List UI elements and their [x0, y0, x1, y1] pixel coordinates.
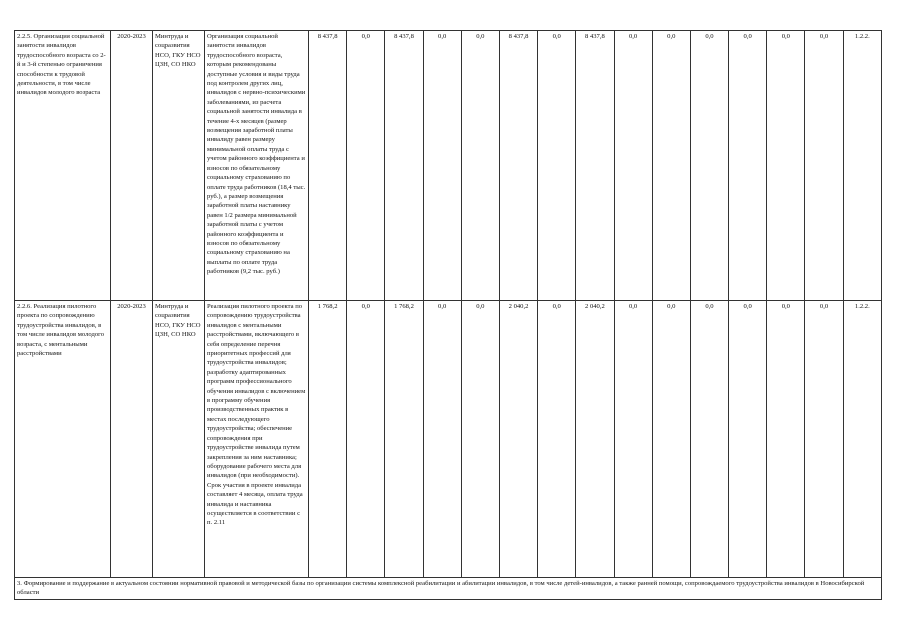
value-cell: 8 437,8 [309, 31, 347, 301]
period-cell: 2020-2023 [111, 31, 153, 301]
description-cell: Организация социальной занятости инвалидов трудоспособного возраста, которым рекомендованы доступные условия и виды труда под контролем других лиц, инвалидов с нервно-психическими заболеваниями, из расчета социальной занятости инвалида в течение 4-х месяцев (размер возмещения заработной платы инвалиду равен размеру минимальной оплаты труда с учетом районного коэффициента и взносов по обязательному социальному страхованию по оплате труда работников (18,4 тыс. руб.), а размер возмещения заработной платы наставнику равен 1/2 размера минимальной заработной платы с учетом районного коэффициента и взносов по обязательному социальному страхованию на выплаты по оплате труда работников (9,2 тыс. руб.) [205, 31, 309, 301]
measure-name: 2.2.6. Реализация пилотного проекта по сопровождению трудоустройства инвалидов, в том числе инвалидов молодого возраста, с ментальными расстройствами [15, 301, 111, 578]
program-table [14, 30, 882, 600]
value-cell: 0,0 [767, 31, 805, 301]
value-cell: 8 437,8 [576, 31, 614, 301]
value-cell: 2 040,2 [576, 301, 614, 578]
value-cell: 8 437,8 [499, 31, 537, 301]
value-cell: 0,0 [690, 301, 728, 578]
value-cell: 0,0 [767, 301, 805, 578]
value-cell: 1 768,2 [309, 301, 347, 578]
value-cell: 0,0 [805, 31, 843, 301]
value-cell: 0,0 [690, 31, 728, 301]
section-row [15, 578, 882, 600]
executor-cell: Минтруда и соцразвития НСО, ГКУ НСО ЦЗН, СО НКО [153, 301, 205, 578]
value-cell: 0,0 [461, 31, 499, 301]
value-cell: 0,0 [538, 31, 576, 301]
value-cell: 0,0 [729, 301, 767, 578]
value-cell: 0,0 [652, 31, 690, 301]
indicator-ref: 1.2.2. [843, 301, 881, 578]
value-cell: 0,0 [614, 301, 652, 578]
table-row [15, 301, 882, 578]
section-heading: 3. Формирование и поддержание в актуальном состоянии нормативной правовой и методической базы по организации системы комплексной реабилитации и абилитации инвалидов, в том числе детей-инвалидов, а также ранней помощи, сопровождаемого трудоустройства инвалидов в Новосибирской области [15, 578, 882, 600]
indicator-ref: 1.2.2. [843, 31, 881, 301]
value-cell: 0,0 [614, 31, 652, 301]
value-cell: 0,0 [347, 301, 385, 578]
value-cell: 0,0 [423, 31, 461, 301]
value-cell: 0,0 [652, 301, 690, 578]
value-cell: 0,0 [538, 301, 576, 578]
value-cell: 0,0 [805, 301, 843, 578]
executor-cell: Минтруда и соцразвития НСО, ГКУ НСО ЦЗН, СО НКО [153, 31, 205, 301]
description-cell: Реализация пилотного проекта по сопровождению трудоустройства инвалидов с ментальными расстройствами, включающего в себя определение перечня приоритетных профессий для трудоустройства инвалидов; разработку адаптированных программ профессионального обучения инвалидов с включением в программу обучения производственных практик в местах последующего трудоустройства; обеспечение сопровождения при трудоустройстве инвалида путем закрепления за ним наставника; оборудование рабочего места для инвалидов (при необходимости). Срок участия в проекте инвалида составляет 4 месяца, оплата труда инвалида и наставника осуществляется в соответствии с п. 2.11 [205, 301, 309, 578]
value-cell: 8 437,8 [385, 31, 423, 301]
value-cell: 0,0 [423, 301, 461, 578]
period-cell: 2020-2023 [111, 301, 153, 578]
value-cell: 2 040,2 [499, 301, 537, 578]
value-cell: 0,0 [461, 301, 499, 578]
measure-name: 2.2.5. Организация социальной занятости инвалидов трудоспособного возраста со 2-й и 3-й степенью ограничения способности к трудовой деятельности, в том числе инвалидов молодого возраста [15, 31, 111, 301]
table-row [15, 31, 882, 301]
value-cell: 0,0 [729, 31, 767, 301]
value-cell: 0,0 [347, 31, 385, 301]
value-cell: 1 768,2 [385, 301, 423, 578]
